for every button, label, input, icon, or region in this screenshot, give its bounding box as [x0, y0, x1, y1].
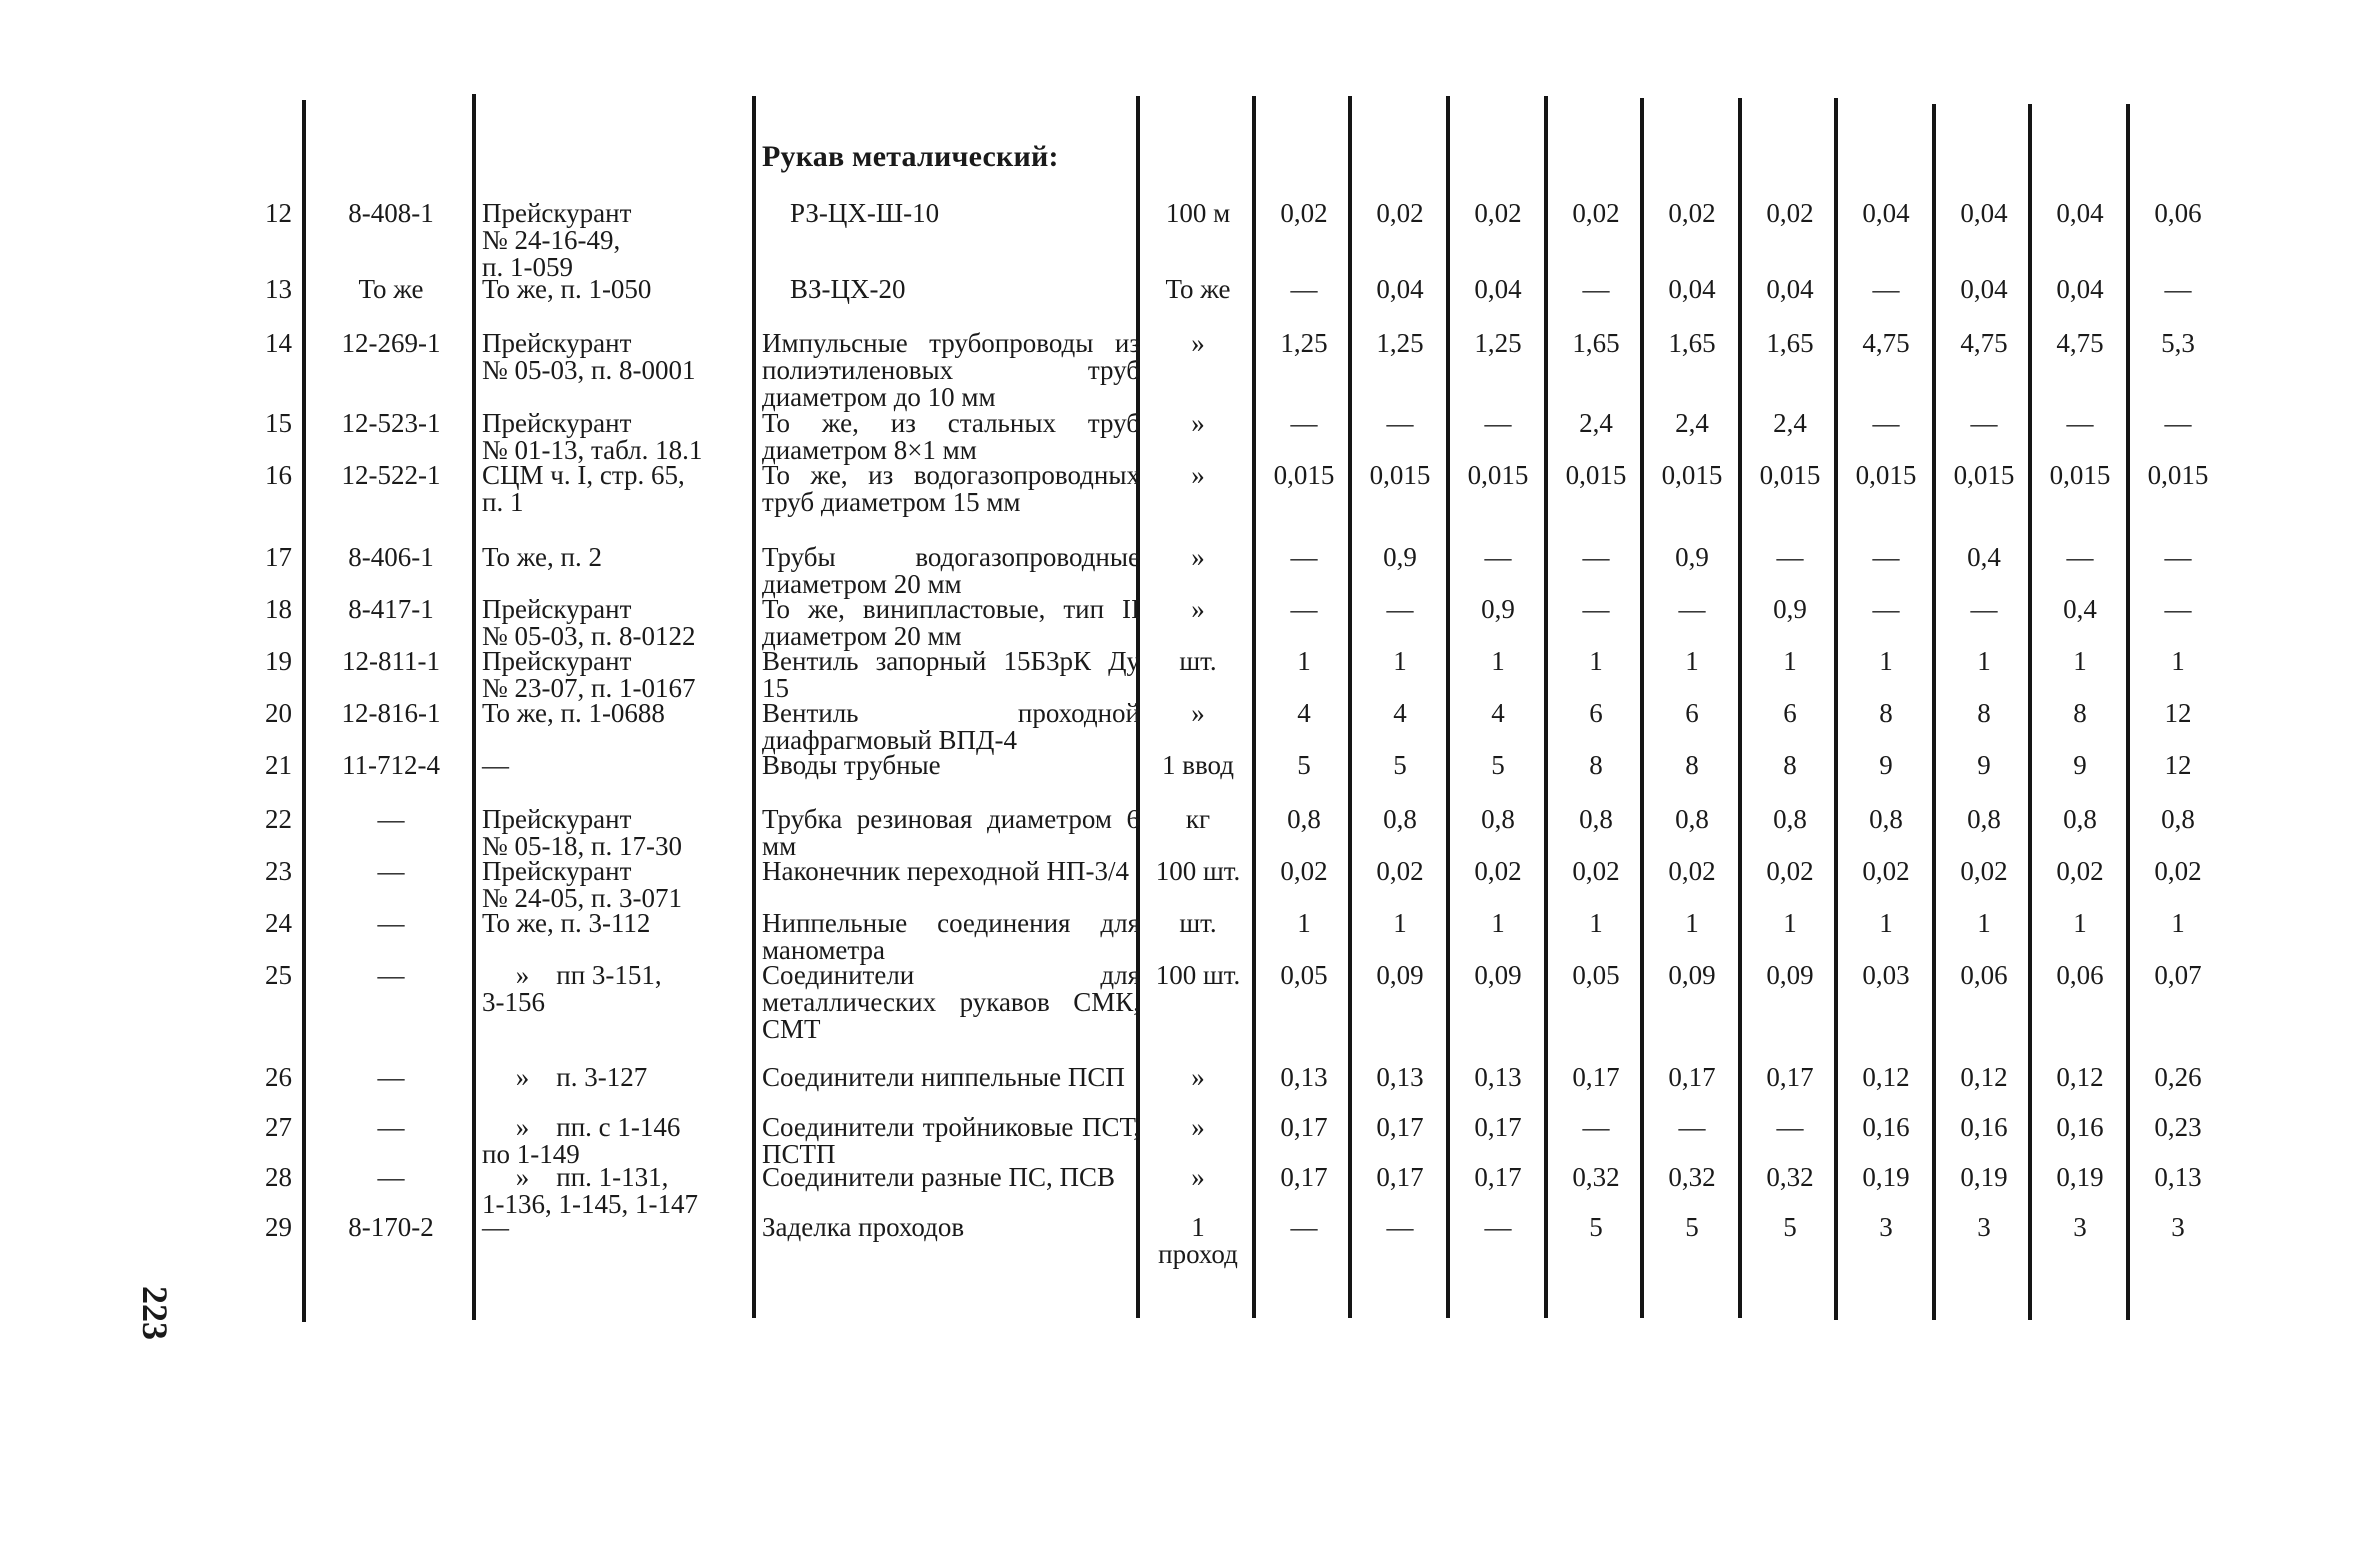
- value-cell: 0,02: [1960, 856, 2008, 886]
- value-cell: 0,04: [1862, 198, 1910, 228]
- value-cell: —: [1970, 408, 1998, 438]
- value-cell: 9: [1977, 750, 1991, 780]
- value-cell: 0,13: [1376, 1062, 1424, 1092]
- norm-code: 12-816-1: [341, 698, 441, 728]
- value-cell: —: [1678, 1112, 1706, 1142]
- item-name: Соединители тройниковые ПСТ, ПСТП: [762, 1112, 1140, 1169]
- norm-code: 12-522-1: [341, 460, 441, 490]
- value-cell: 2,4: [1773, 408, 1807, 438]
- price-source: » пп 3-151, 3-156: [482, 960, 662, 1017]
- value-cell: —: [1872, 274, 1900, 304]
- value-cell: 0,17: [1376, 1112, 1424, 1142]
- value-cell: 0,015: [2147, 460, 2209, 490]
- value-cell: 1: [1491, 646, 1505, 676]
- value-cell: —: [1872, 542, 1900, 572]
- value-cell: 0,09: [1376, 960, 1424, 990]
- value-cell: 0,04: [2056, 274, 2104, 304]
- value-cell: —: [1776, 542, 1804, 572]
- row-number: 29: [265, 1212, 292, 1242]
- value-cell: 0,8: [1773, 804, 1807, 834]
- value-cell: 8: [1685, 750, 1699, 780]
- value-cell: 0,09: [1474, 960, 1522, 990]
- value-cell: 0,02: [1280, 198, 1328, 228]
- price-source: То же, п. 2: [482, 542, 602, 572]
- item-name: Вентиль запорный 15Б3рК Ду 15: [762, 646, 1140, 703]
- row-number: 13: [265, 274, 292, 304]
- unit-cell: 1 ввод: [1161, 750, 1235, 780]
- value-cell: 0,17: [1668, 1062, 1716, 1092]
- value-cell: 0,09: [1668, 960, 1716, 990]
- value-cell: —: [1290, 274, 1318, 304]
- value-cell: 0,04: [1474, 274, 1522, 304]
- value-cell: 2,4: [1579, 408, 1613, 438]
- value-cell: 1: [1977, 646, 1991, 676]
- value-cell: 0,02: [1766, 198, 1814, 228]
- value-cell: —: [2164, 274, 2192, 304]
- norm-code: —: [377, 856, 405, 886]
- value-cell: 8: [1879, 698, 1893, 728]
- value-cell: —: [1386, 594, 1414, 624]
- value-cell: 4,75: [1862, 328, 1910, 358]
- value-cell: 1: [2171, 908, 2185, 938]
- value-cell: 1,25: [1474, 328, 1522, 358]
- value-cell: 0,13: [1280, 1062, 1328, 1092]
- value-cell: 0,02: [1376, 198, 1424, 228]
- value-cell: 0,015: [2049, 460, 2111, 490]
- item-name: То же, из стальных труб диаметром 8×1 мм: [762, 408, 1140, 465]
- price-source: —: [482, 1212, 509, 1242]
- value-cell: 5: [1589, 1212, 1603, 1242]
- value-cell: 6: [1589, 698, 1603, 728]
- norm-code: —: [377, 908, 405, 938]
- value-cell: 0,17: [1376, 1162, 1424, 1192]
- value-cell: 3: [1879, 1212, 1893, 1242]
- value-cell: —: [1484, 542, 1512, 572]
- value-cell: 0,04: [2056, 198, 2104, 228]
- value-cell: 3: [2171, 1212, 2185, 1242]
- value-cell: 6: [1685, 698, 1699, 728]
- value-cell: 1,65: [1766, 328, 1814, 358]
- value-cell: 1: [1297, 908, 1311, 938]
- price-source: » пп. с 1-146 по 1-149: [482, 1112, 681, 1169]
- value-cell: 1,65: [1668, 328, 1716, 358]
- row-number: 26: [265, 1062, 292, 1092]
- value-cell: 1: [2073, 646, 2087, 676]
- value-cell: —: [1776, 1112, 1804, 1142]
- value-cell: 0,9: [1383, 542, 1417, 572]
- row-number: 24: [265, 908, 292, 938]
- value-cell: 4,75: [2056, 328, 2104, 358]
- unit-cell: »: [1191, 408, 1205, 438]
- value-cell: 8: [1589, 750, 1603, 780]
- norm-code: —: [377, 804, 405, 834]
- price-source: Прейскурант № 24-16-49, п. 1-059: [482, 198, 632, 282]
- value-cell: 0,07: [2154, 960, 2202, 990]
- item-name: Трубка резиновая диаметром 6 мм: [762, 804, 1140, 861]
- value-cell: 0,17: [1280, 1112, 1328, 1142]
- value-cell: 0,04: [1960, 274, 2008, 304]
- item-name: То же, из водогазопроводных труб диаметром 15 мм: [762, 460, 1140, 517]
- value-cell: 0,16: [2056, 1112, 2104, 1142]
- value-cell: 0,9: [1773, 594, 1807, 624]
- value-cell: 0,19: [2056, 1162, 2104, 1192]
- price-source: СЦМ ч. I, стр. 65, п. 1: [482, 460, 685, 517]
- value-cell: 0,8: [2161, 804, 2195, 834]
- value-cell: 0,13: [1474, 1062, 1522, 1092]
- value-cell: 0,02: [2056, 856, 2104, 886]
- value-cell: 8: [2073, 698, 2087, 728]
- value-cell: 4,75: [1960, 328, 2008, 358]
- value-cell: 0,4: [2063, 594, 2097, 624]
- value-cell: —: [1970, 594, 1998, 624]
- value-cell: 1: [1783, 908, 1797, 938]
- value-cell: 0,26: [2154, 1062, 2202, 1092]
- value-cell: 0,02: [1862, 856, 1910, 886]
- value-cell: —: [1582, 594, 1610, 624]
- value-cell: 1: [1879, 646, 1893, 676]
- value-cell: 0,8: [1383, 804, 1417, 834]
- row-number: 14: [265, 328, 292, 358]
- value-cell: 0,12: [2056, 1062, 2104, 1092]
- value-cell: 0,9: [1675, 542, 1709, 572]
- value-cell: 4: [1393, 698, 1407, 728]
- value-cell: 0,8: [1579, 804, 1613, 834]
- value-cell: —: [2066, 408, 2094, 438]
- value-cell: 0,02: [1376, 856, 1424, 886]
- item-name: Ниппельные соединения для манометра: [762, 908, 1140, 965]
- price-source: То же, п. 3-112: [482, 908, 651, 938]
- price-source: Прейскурант № 05-03, п. 8-0122: [482, 594, 696, 651]
- value-cell: 0,8: [2063, 804, 2097, 834]
- value-cell: 3: [1977, 1212, 1991, 1242]
- value-cell: 0,015: [1467, 460, 1529, 490]
- value-cell: 0,17: [1474, 1112, 1522, 1142]
- value-cell: 5: [1393, 750, 1407, 780]
- value-cell: 1,65: [1572, 328, 1620, 358]
- unit-cell: »: [1191, 698, 1205, 728]
- value-cell: 0,04: [1960, 198, 2008, 228]
- value-cell: 0,02: [1668, 856, 1716, 886]
- norm-code: —: [377, 1162, 405, 1192]
- unit-cell: »: [1191, 1162, 1205, 1192]
- value-cell: 0,8: [1287, 804, 1321, 834]
- value-cell: 1: [1393, 908, 1407, 938]
- norm-code: 12-523-1: [341, 408, 441, 438]
- value-cell: 1: [1589, 908, 1603, 938]
- row-number: 20: [265, 698, 292, 728]
- value-cell: 0,06: [2056, 960, 2104, 990]
- row-number: 19: [265, 646, 292, 676]
- value-cell: —: [1484, 408, 1512, 438]
- price-source: То же, п. 1-0688: [482, 698, 665, 728]
- price-source: Прейскурант № 23-07, п. 1-0167: [482, 646, 696, 703]
- unit-cell: »: [1191, 1112, 1205, 1142]
- value-cell: 12: [2164, 698, 2192, 728]
- value-cell: 0,02: [1280, 856, 1328, 886]
- item-name: РЗ-ЦХ-Ш-10: [790, 198, 940, 228]
- row-number: 28: [265, 1162, 292, 1192]
- value-cell: 1: [1589, 646, 1603, 676]
- item-name: Вентиль проходной диафрагмовый ВПД-4: [762, 698, 1140, 755]
- value-cell: 1: [1685, 646, 1699, 676]
- value-cell: 3: [2073, 1212, 2087, 1242]
- row-number: 16: [265, 460, 292, 490]
- row-number: 17: [265, 542, 292, 572]
- item-name: Соединители разные ПС, ПСВ: [762, 1162, 1116, 1192]
- unit-cell: шт.: [1179, 646, 1217, 676]
- value-cell: 0,32: [1572, 1162, 1620, 1192]
- item-name: ВЗ-ЦХ-20: [790, 274, 906, 304]
- value-cell: 0,02: [1474, 198, 1522, 228]
- item-name: Трубы водогазопроводные диаметром 20 мм: [762, 542, 1140, 599]
- unit-cell: »: [1191, 542, 1205, 572]
- value-cell: 1,25: [1376, 328, 1424, 358]
- value-cell: 0,8: [1481, 804, 1515, 834]
- value-cell: 5: [1783, 1212, 1797, 1242]
- value-cell: 0,05: [1280, 960, 1328, 990]
- value-cell: 0,17: [1766, 1062, 1814, 1092]
- unit-cell: »: [1191, 460, 1205, 490]
- norm-code: —: [377, 1112, 405, 1142]
- value-cell: 0,06: [2154, 198, 2202, 228]
- value-cell: 0,4: [1967, 542, 2001, 572]
- unit-cell: То же: [1165, 274, 1231, 304]
- value-cell: 0,8: [1869, 804, 1903, 834]
- value-cell: 9: [1879, 750, 1893, 780]
- value-cell: 0,015: [1565, 460, 1627, 490]
- unit-cell: шт.: [1179, 908, 1217, 938]
- unit-cell: кг: [1185, 804, 1211, 834]
- row-number: 27: [265, 1112, 292, 1142]
- value-cell: 2,4: [1675, 408, 1709, 438]
- value-cell: 1: [2171, 646, 2185, 676]
- value-cell: 8: [1783, 750, 1797, 780]
- value-cell: 0,05: [1572, 960, 1620, 990]
- column-rule: [472, 94, 476, 1320]
- value-cell: 0,17: [1280, 1162, 1328, 1192]
- value-cell: 5: [1685, 1212, 1699, 1242]
- value-cell: 0,015: [1855, 460, 1917, 490]
- norm-code: 11-712-4: [342, 750, 440, 780]
- value-cell: 0,8: [1967, 804, 2001, 834]
- value-cell: 0,32: [1668, 1162, 1716, 1192]
- row-number: 21: [265, 750, 292, 780]
- value-cell: 0,16: [1862, 1112, 1910, 1142]
- item-name: Соединители для металлических рукавов СМК, СМТ: [762, 960, 1140, 1044]
- value-cell: 0,02: [1572, 198, 1620, 228]
- price-source: Прейскурант № 05-03, п. 8-0001: [482, 328, 696, 385]
- value-cell: —: [1386, 1212, 1414, 1242]
- unit-cell: 100 м: [1165, 198, 1231, 228]
- value-cell: 0,12: [1960, 1062, 2008, 1092]
- value-cell: 0,8: [1675, 804, 1709, 834]
- row-number: 25: [265, 960, 292, 990]
- value-cell: —: [1484, 1212, 1512, 1242]
- value-cell: 0,02: [1572, 856, 1620, 886]
- value-cell: 0,04: [1766, 274, 1814, 304]
- value-cell: 5,3: [2161, 328, 2195, 358]
- value-cell: 1: [1783, 646, 1797, 676]
- page-number: 223: [135, 1286, 175, 1340]
- price-source: Прейскурант № 24-05, п. 3-071: [482, 856, 682, 913]
- price-source: То же, п. 1-050: [482, 274, 652, 304]
- norm-code: 8-406-1: [348, 542, 434, 572]
- value-cell: 0,19: [1960, 1162, 2008, 1192]
- value-cell: 0,16: [1960, 1112, 2008, 1142]
- row-number: 12: [265, 198, 292, 228]
- norm-code: —: [377, 960, 405, 990]
- value-cell: —: [1386, 408, 1414, 438]
- value-cell: —: [1872, 594, 1900, 624]
- value-cell: 0,015: [1953, 460, 2015, 490]
- value-cell: 1: [2073, 908, 2087, 938]
- value-cell: —: [1290, 1212, 1318, 1242]
- norm-code: 12-269-1: [341, 328, 441, 358]
- value-cell: 0,015: [1369, 460, 1431, 490]
- value-cell: 1: [1977, 908, 1991, 938]
- value-cell: 4: [1297, 698, 1311, 728]
- unit-cell: »: [1191, 328, 1205, 358]
- value-cell: 0,17: [1474, 1162, 1522, 1192]
- item-name: Наконечник переходной НП-3/4: [762, 856, 1129, 886]
- item-name: Заделка проходов: [762, 1212, 965, 1242]
- value-cell: 0,015: [1759, 460, 1821, 490]
- value-cell: 5: [1297, 750, 1311, 780]
- value-cell: 0,9: [1481, 594, 1515, 624]
- value-cell: 0,04: [1668, 274, 1716, 304]
- unit-cell: »: [1191, 1062, 1205, 1092]
- price-source: » п. 3-127: [482, 1062, 648, 1092]
- value-cell: 0,03: [1862, 960, 1910, 990]
- value-cell: 1: [1879, 908, 1893, 938]
- value-cell: 1: [1393, 646, 1407, 676]
- price-source: —: [482, 750, 509, 780]
- value-cell: —: [1290, 408, 1318, 438]
- value-cell: 1: [1685, 908, 1699, 938]
- value-cell: 0,13: [2154, 1162, 2202, 1192]
- value-cell: —: [1678, 594, 1706, 624]
- value-cell: 0,02: [1474, 856, 1522, 886]
- value-cell: —: [2164, 594, 2192, 624]
- value-cell: —: [2066, 542, 2094, 572]
- value-cell: 1: [1297, 646, 1311, 676]
- unit-cell: 100 шт.: [1155, 856, 1241, 886]
- value-cell: 0,12: [1862, 1062, 1910, 1092]
- norm-code: 8-408-1: [348, 198, 434, 228]
- price-source: Прейскурант № 05-18, п. 17-30: [482, 804, 682, 861]
- value-cell: 0,17: [1572, 1062, 1620, 1092]
- value-cell: 0,015: [1273, 460, 1335, 490]
- item-name: То же, винипластовые, тип II диаметром 20 мм: [762, 594, 1140, 651]
- value-cell: 0,04: [1376, 274, 1424, 304]
- value-cell: 0,02: [1766, 856, 1814, 886]
- norm-code: 12-811-1: [342, 646, 440, 676]
- value-cell: —: [1582, 274, 1610, 304]
- price-source: Прейскурант № 01-13, табл. 18.1: [482, 408, 703, 465]
- norm-code: 8-417-1: [348, 594, 434, 624]
- unit-cell: 100 шт.: [1155, 960, 1241, 990]
- value-cell: 0,015: [1661, 460, 1723, 490]
- value-cell: 0,19: [1862, 1162, 1910, 1192]
- value-cell: —: [2164, 542, 2192, 572]
- norm-code: —: [377, 1062, 405, 1092]
- row-number: 23: [265, 856, 292, 886]
- section-title: Рукав металический:: [762, 140, 1059, 173]
- value-cell: 5: [1491, 750, 1505, 780]
- value-cell: 9: [2073, 750, 2087, 780]
- value-cell: 0,02: [2154, 856, 2202, 886]
- unit-cell: »: [1191, 594, 1205, 624]
- value-cell: 0,02: [1668, 198, 1716, 228]
- row-number: 22: [265, 804, 292, 834]
- price-source: » пп. 1-131, 1-136, 1-145, 1-147: [482, 1162, 698, 1219]
- value-cell: —: [2164, 408, 2192, 438]
- item-name: Вводы трубные: [762, 750, 941, 780]
- value-cell: 6: [1783, 698, 1797, 728]
- unit-cell: 1 проход: [1158, 1212, 1238, 1269]
- value-cell: 0,06: [1960, 960, 2008, 990]
- value-cell: 4: [1491, 698, 1505, 728]
- value-cell: —: [1290, 542, 1318, 572]
- value-cell: 0,32: [1766, 1162, 1814, 1192]
- value-cell: —: [1582, 542, 1610, 572]
- row-number: 15: [265, 408, 292, 438]
- item-name: Соединители ниппельные ПСП: [762, 1062, 1125, 1092]
- value-cell: 0,23: [2154, 1112, 2202, 1142]
- value-cell: 1,25: [1280, 328, 1328, 358]
- item-name: Импульсные трубопроводы из полиэтиленовых труб диаметром до 10 мм: [762, 328, 1140, 412]
- value-cell: 8: [1977, 698, 1991, 728]
- norm-code: То же: [358, 274, 424, 304]
- value-cell: 1: [1491, 908, 1505, 938]
- value-cell: —: [1582, 1112, 1610, 1142]
- value-cell: 0,09: [1766, 960, 1814, 990]
- value-cell: 12: [2164, 750, 2192, 780]
- value-cell: —: [1872, 408, 1900, 438]
- value-cell: —: [1290, 594, 1318, 624]
- norm-code: 8-170-2: [348, 1212, 434, 1242]
- row-number: 18: [265, 594, 292, 624]
- column-rule: [302, 100, 306, 1322]
